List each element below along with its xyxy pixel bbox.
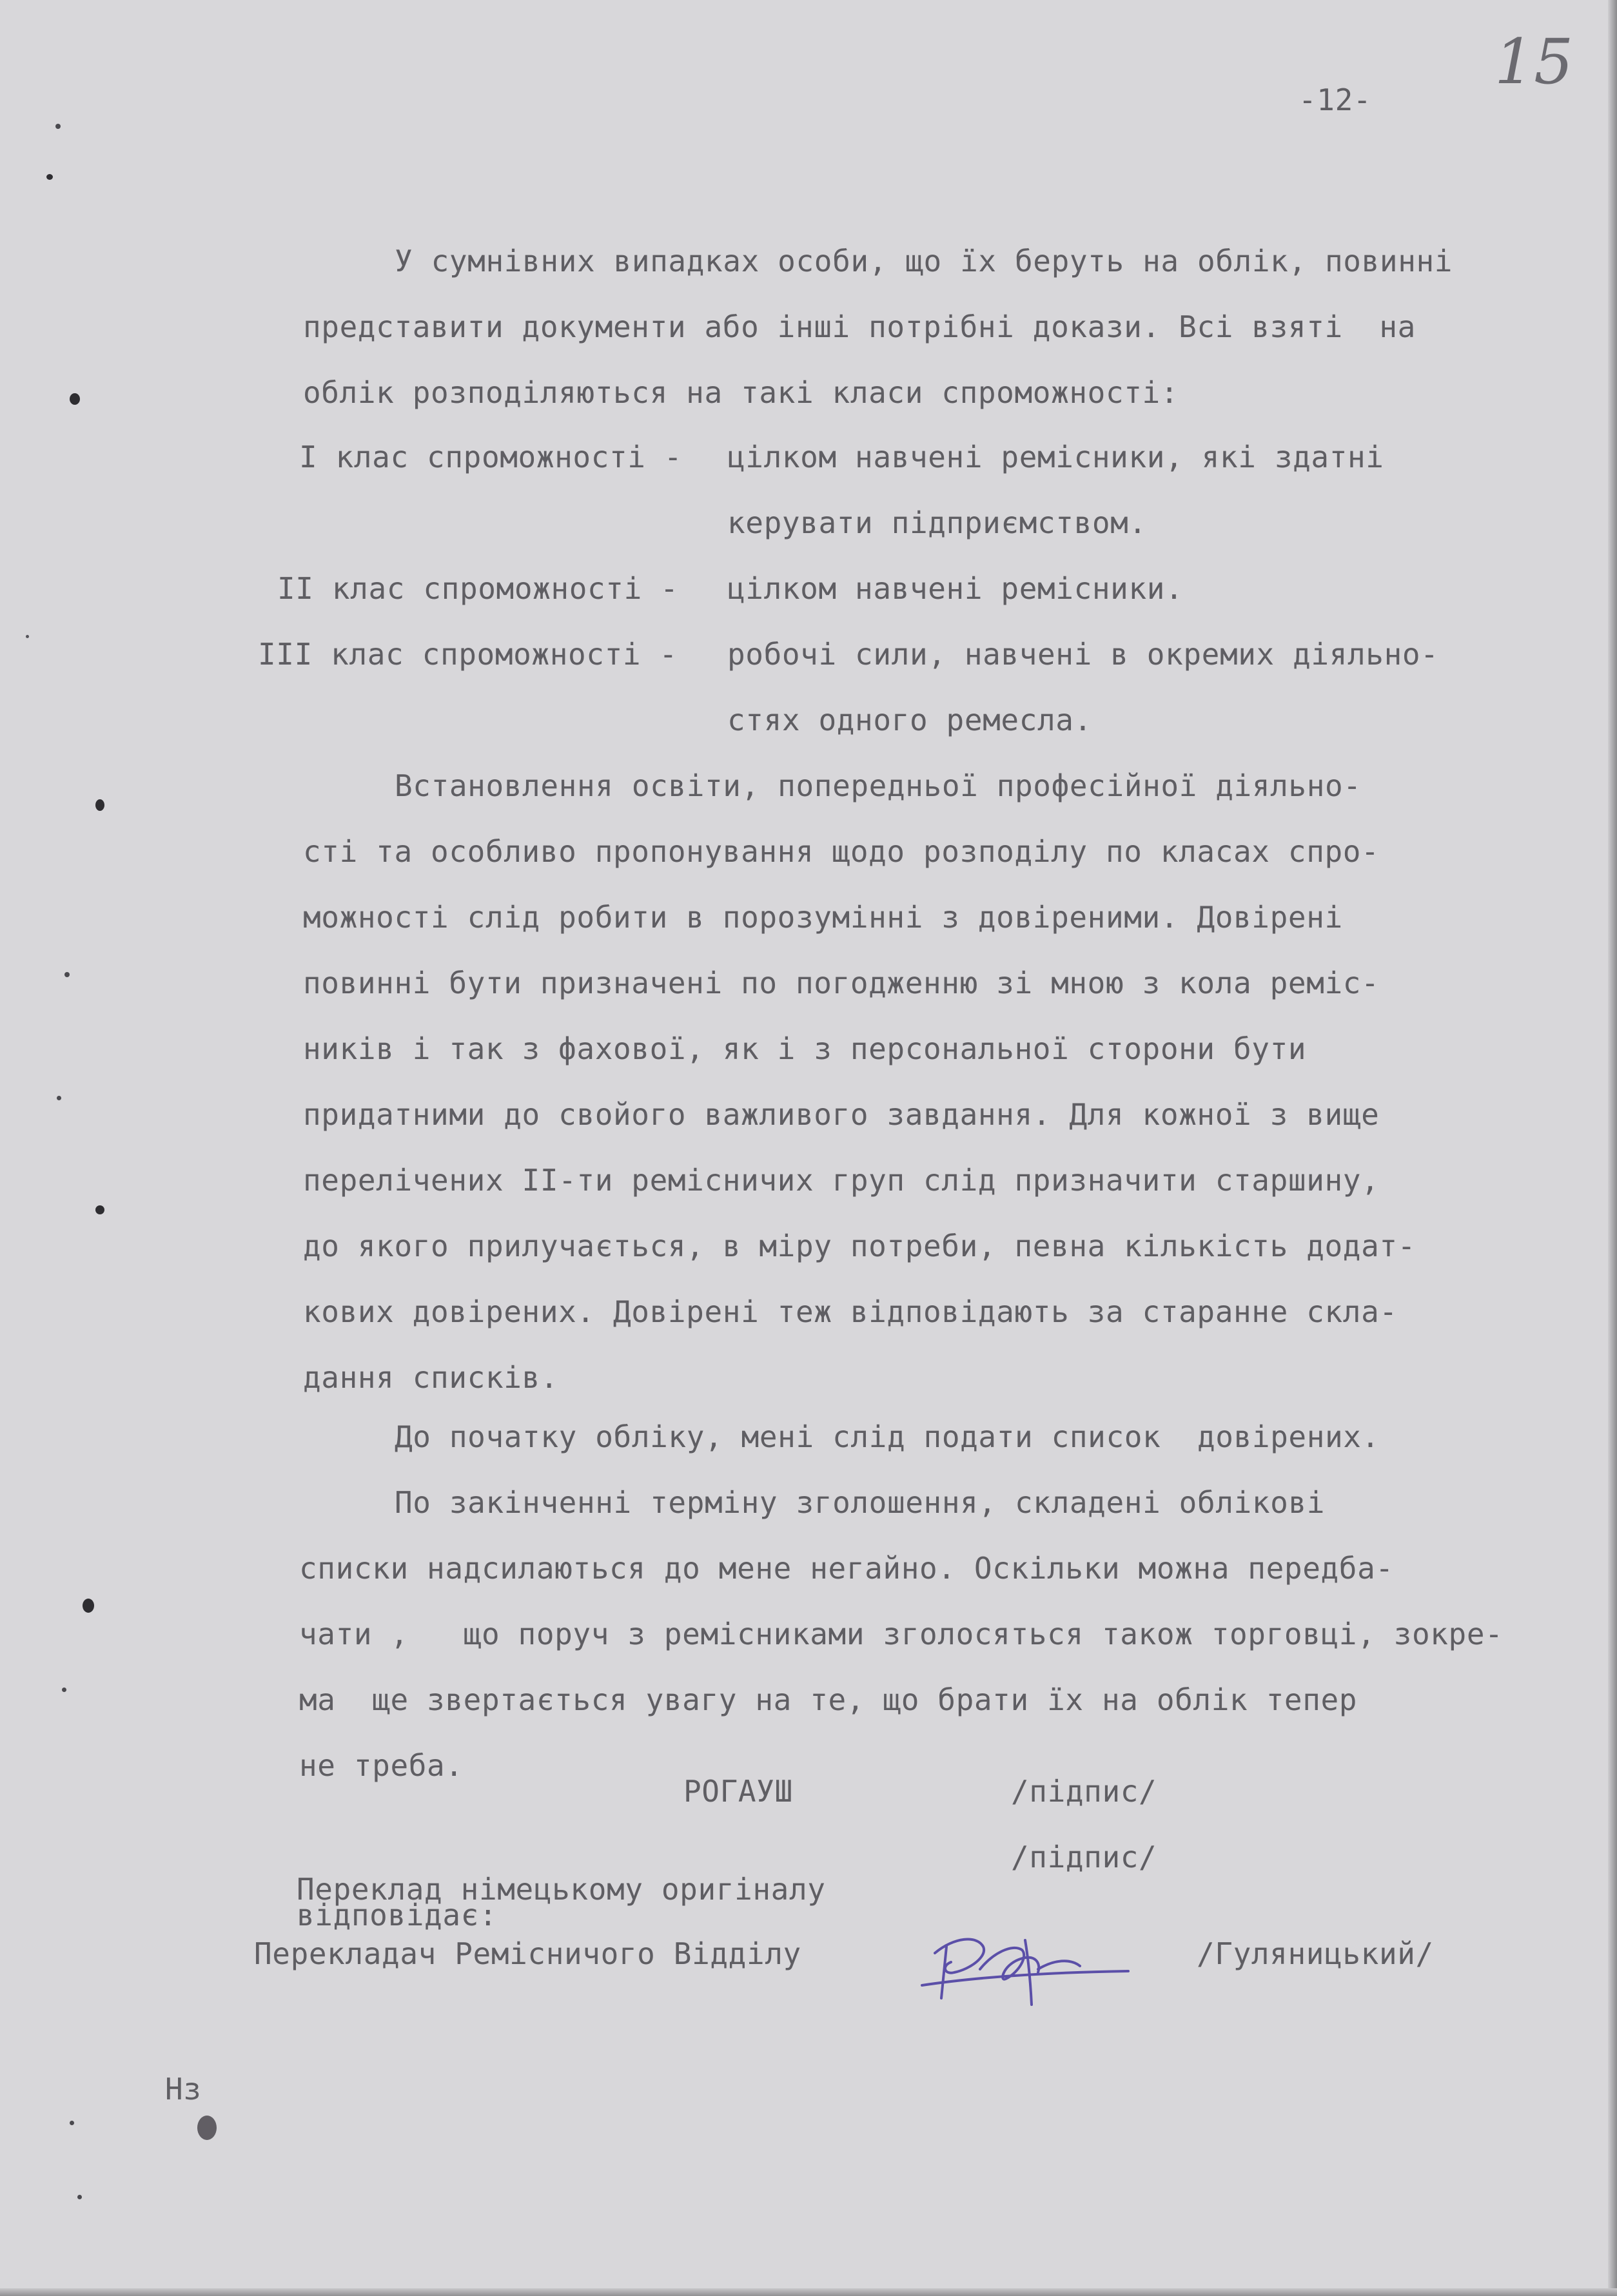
- paragraph-line: Встановлення освіти, попередньої професійної діяльно-: [395, 768, 1362, 803]
- paragraph-line: ників і так з фахової, як і з персональної сторони бути: [303, 1031, 1307, 1066]
- translator-name: /Гуляницький/: [1197, 1936, 1434, 1971]
- paragraph-line: ма ще звертається увагу на те, що брати їх на облік тепер: [299, 1682, 1358, 1717]
- certification-line: відповідає:: [297, 1898, 498, 1932]
- binding-speck: [77, 2195, 82, 2199]
- handwritten-signature: [916, 1908, 1135, 2018]
- class-description: цілком навчені ремісники.: [727, 571, 1184, 606]
- paragraph-line: До початку обліку, мені слід подати список довірених.: [395, 1419, 1380, 1454]
- binding-speck: [57, 1096, 61, 1100]
- class-description: стях одного ремесла.: [727, 703, 1092, 737]
- paragraph-line: до якого прилучається, в міру потреби, певна кількість додат-: [303, 1229, 1416, 1263]
- paragraph-line: У сумнівних випадках особи, що їх беруть на облік, повинні: [395, 244, 1453, 278]
- binding-speck: [26, 635, 29, 638]
- paragraph-line: кових довірених. Довірені теж відповідають за старанне скла-: [303, 1294, 1398, 1329]
- class-description: робочі сили, навчені в окремих діяльно-: [727, 637, 1439, 672]
- class-label: II клас спроможності -: [277, 571, 679, 606]
- paragraph-line: можності слід робити в порозумінні з довіреними. Довірені: [303, 900, 1343, 935]
- class-label: III клас спроможності -: [258, 637, 678, 672]
- page-number: -12-: [1298, 83, 1372, 117]
- binding-speck: [95, 1205, 104, 1214]
- binding-speck: [70, 393, 80, 405]
- class-label: I клас спроможності -: [299, 440, 683, 474]
- certification-line: Перекладач Ремісничого Відділу: [254, 1936, 801, 1971]
- page-edge-bottom: [0, 2288, 1617, 2296]
- class-description: цілком навчені ремісники, які здатні: [727, 440, 1384, 474]
- certification-line: Переклад німецькому оригіналу: [297, 1872, 826, 1907]
- paragraph-line: списки надсилаються до мене негайно. Оскільки можна передба-: [299, 1551, 1394, 1586]
- binding-speck: [55, 124, 61, 129]
- binding-speck: [95, 799, 104, 811]
- page-edge-right: [1608, 0, 1617, 2296]
- paragraph-line: перелічених II-ти ремісничих груп слід призначити старшину,: [303, 1163, 1380, 1198]
- paragraph-line: повинні бути призначені по погодженню зі мною з кола реміс-: [303, 966, 1380, 1000]
- ink-stain: [197, 2116, 217, 2140]
- class-description: керувати підприємством.: [727, 505, 1147, 540]
- signature-mark: /підпис/: [1011, 1840, 1157, 1874]
- binding-speck: [64, 972, 70, 977]
- signature-mark: /підпис/: [1011, 1774, 1157, 1809]
- footer-initials: Нз: [165, 2072, 202, 2106]
- binding-speck: [46, 174, 53, 180]
- paragraph-line: придатними до свойого важливого завдання. Для кожної з вище: [303, 1097, 1380, 1132]
- binding-speck: [70, 2121, 74, 2125]
- paragraph-line: дання списків.: [303, 1360, 559, 1395]
- binding-speck: [83, 1599, 94, 1613]
- binding-speck: [62, 1688, 66, 1692]
- folio-number: 15: [1494, 26, 1574, 98]
- paragraph-line: представити документи або інші потрібні докази. Всі взяті на: [303, 309, 1416, 344]
- paragraph-line: По закінченні терміну зголошення, складені облікові: [395, 1485, 1326, 1520]
- paragraph-line: облік розподіляються на такі класи спроможності:: [303, 375, 1179, 410]
- signatory-name: РОГАУШ: [683, 1774, 793, 1809]
- paragraph-line: не треба.: [299, 1748, 464, 1783]
- paragraph-line: сті та особливо пропонування щодо розподілу по класах спро-: [303, 834, 1380, 869]
- paragraph-line: чати , що поруч з ремісниками зголосяться також торговці, зокре-: [299, 1617, 1504, 1651]
